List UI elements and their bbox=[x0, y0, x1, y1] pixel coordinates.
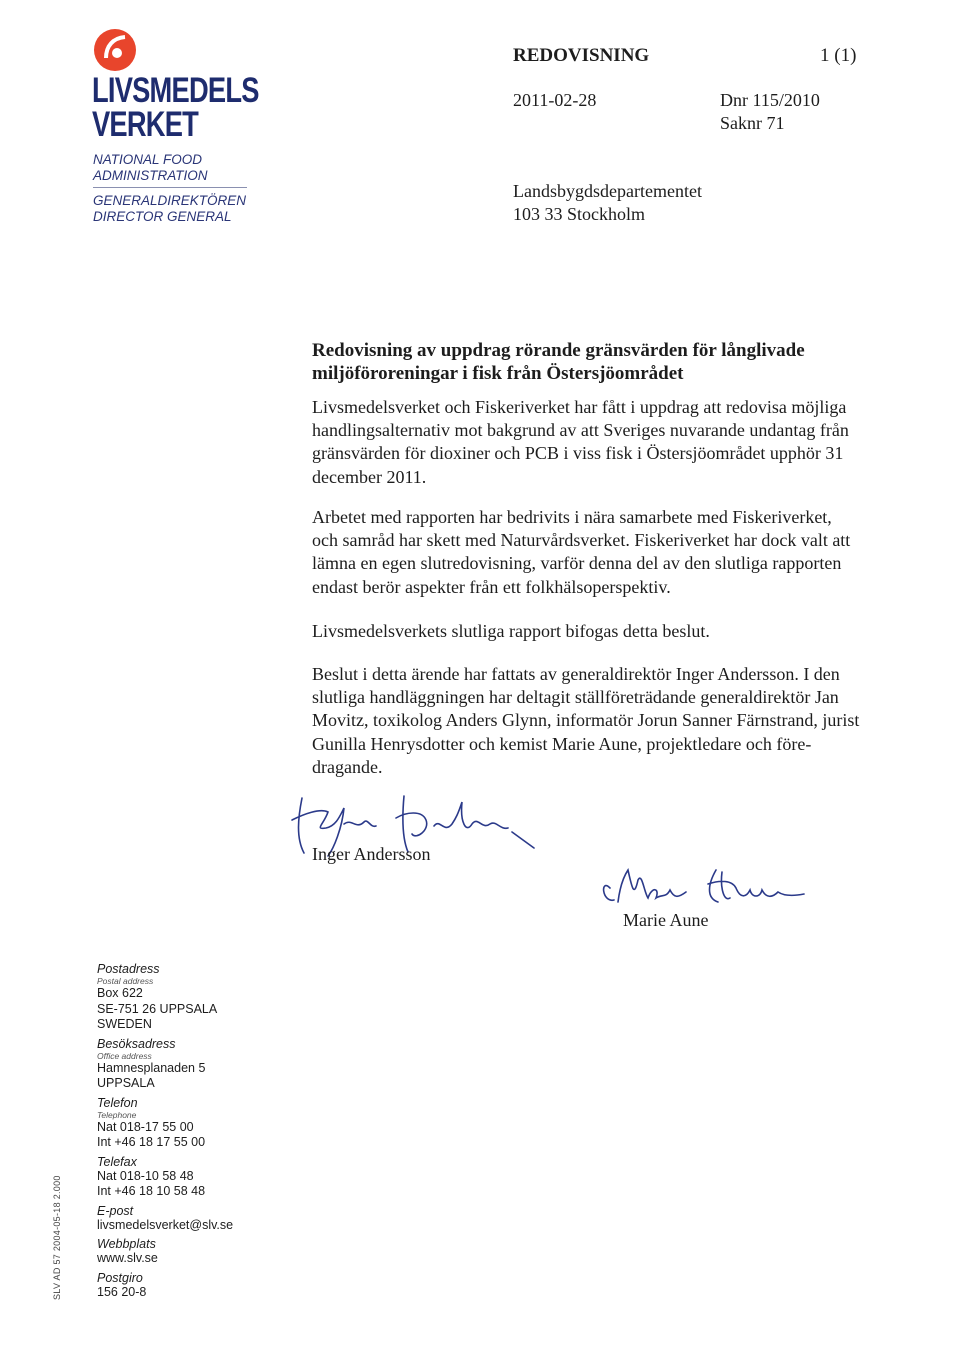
fax-group bbox=[97, 1155, 297, 1200]
paragraph-1 bbox=[312, 396, 902, 489]
brand-subtitle bbox=[93, 152, 208, 184]
brand-subtitle-line-1: NATIONAL FOOD bbox=[93, 152, 203, 167]
visiting-address-group bbox=[97, 1037, 297, 1092]
paragraph-line: Livsmedelsverkets slutliga rapport bifogas detta beslut. bbox=[312, 621, 710, 641]
postal-address-label: Postadress bbox=[97, 962, 160, 976]
website-address: www.slv.se bbox=[97, 1251, 158, 1265]
brand-line-1: LIVSMEDELS bbox=[92, 71, 259, 110]
signature-marie-aune bbox=[590, 858, 830, 913]
form-code: SLV AD 57 2004-05-18 2.000 bbox=[52, 1175, 62, 1300]
phone-sublabel: Telephone bbox=[97, 1109, 137, 1120]
diary-number: Dnr 115/2010 bbox=[720, 90, 820, 110]
signatory-name-2: Marie Aune bbox=[623, 910, 709, 930]
subject-line-1: Redovisning av uppdrag rörande gränsvärden för långlivade bbox=[312, 340, 805, 361]
paragraph-line: Movitz, toxikolog Anders Glynn, informatör Jorun Sanner Färnstrand, jurist bbox=[312, 710, 860, 731]
brand-line-2: VERKET bbox=[92, 105, 199, 144]
visiting-street: Hamnesplanaden 5 bbox=[97, 1060, 206, 1075]
postal-address-sublabel: Postal address bbox=[97, 976, 154, 986]
livsmedelsverket-logo-icon bbox=[93, 28, 137, 72]
paragraph-line: Livsmedelsverket och Fiskeriverket har fått i uppdrag att redovisa möjliga bbox=[312, 397, 847, 417]
visiting-address-sublabel: Office address bbox=[97, 1050, 152, 1061]
email-address: livsmedelsverket@slv.se bbox=[97, 1217, 234, 1232]
postgiro-group bbox=[97, 1271, 297, 1301]
brand-divider bbox=[93, 187, 247, 188]
website-label: Webbplats bbox=[97, 1237, 156, 1251]
paragraph-line: lämna en egen slutredovisning, varför denna del av den slutliga rapporten bbox=[312, 553, 842, 574]
visiting-city: UPPSALA bbox=[97, 1076, 155, 1090]
recipient-name: Landsbygdsdepartementet bbox=[513, 181, 702, 201]
phone-group bbox=[97, 1096, 297, 1151]
phone-national: Nat 018-17 55 00 bbox=[97, 1119, 194, 1134]
paragraph-line: och samråd har skett med Naturvårdsverket. Fiskeriverket har dock valt att bbox=[312, 530, 851, 551]
paragraph-3 bbox=[312, 620, 902, 643]
fax-label: Telefax bbox=[97, 1154, 137, 1169]
brand-name bbox=[92, 71, 259, 144]
sender-role-line-1: GENERALDIREKTÖREN bbox=[93, 193, 247, 208]
postal-country: SWEDEN bbox=[97, 1017, 152, 1031]
postgiro-number: 156 20-8 bbox=[97, 1284, 147, 1299]
case-number: Saknr 71 bbox=[720, 113, 785, 133]
paragraph-line: Gunilla Henrysdotter och kemist Marie Aune, projektledare och före- bbox=[312, 733, 812, 754]
fax-international: Int +46 18 10 58 48 bbox=[97, 1184, 206, 1198]
page-number: 1 (1) bbox=[820, 45, 857, 66]
subject-heading bbox=[312, 339, 892, 385]
email-group bbox=[97, 1204, 297, 1234]
signatory-name-1: Inger Andersson bbox=[312, 844, 431, 864]
fax-national: Nat 018-10 58 48 bbox=[97, 1168, 194, 1183]
subject-line-2: miljöföroreningar i fisk från Östersjöområdet bbox=[312, 363, 684, 384]
paragraph-line: december 2011. bbox=[312, 466, 427, 487]
postgiro-label: Postgiro bbox=[97, 1270, 143, 1285]
footer-address-block bbox=[97, 962, 297, 1304]
website-group bbox=[97, 1237, 297, 1267]
paragraph-4 bbox=[312, 663, 902, 779]
paragraph-line: Beslut i detta ärende har fattats av generaldirektör Inger Andersson. I den bbox=[312, 664, 840, 684]
document-type: REDOVISNING bbox=[513, 45, 650, 66]
paragraph-line: endast berör aspekter från ett folkhälsoperspektiv. bbox=[312, 576, 671, 597]
paragraph-line: Arbetet med rapporten har bedrivits i nära samarbete med Fiskeriverket, bbox=[312, 507, 832, 527]
phone-international: Int +46 18 17 55 00 bbox=[97, 1135, 206, 1149]
postal-box: Box 622 bbox=[97, 986, 143, 1000]
sender-role bbox=[93, 193, 246, 225]
postal-city: SE-751 26 UPPSALA bbox=[97, 1001, 218, 1016]
paragraph-line: gränsvärden för dioxiner och PCB i viss fisk i Östersjöområdet upphör 31 bbox=[312, 443, 844, 464]
document-date: 2011-02-28 bbox=[513, 90, 597, 110]
phone-label: Telefon bbox=[97, 1095, 138, 1110]
sender-role-line-2: DIRECTOR GENERAL bbox=[93, 209, 232, 224]
paragraph-line: dragande. bbox=[312, 756, 383, 777]
brand-subtitle-line-2: ADMINISTRATION bbox=[93, 168, 208, 183]
paragraph-2 bbox=[312, 506, 902, 599]
recipient-address: 103 33 Stockholm bbox=[513, 204, 646, 224]
postal-address-group bbox=[97, 962, 297, 1033]
visiting-address-label: Besöksadress bbox=[97, 1036, 176, 1051]
paragraph-line: handlingsalternativ mot bakgrund av att Sveriges nuvarande undantag från bbox=[312, 420, 849, 441]
email-label: E-post bbox=[97, 1203, 134, 1218]
paragraph-line: slutliga handläggningen har deltagit ställföreträdande generaldirektör Jan bbox=[312, 687, 839, 708]
